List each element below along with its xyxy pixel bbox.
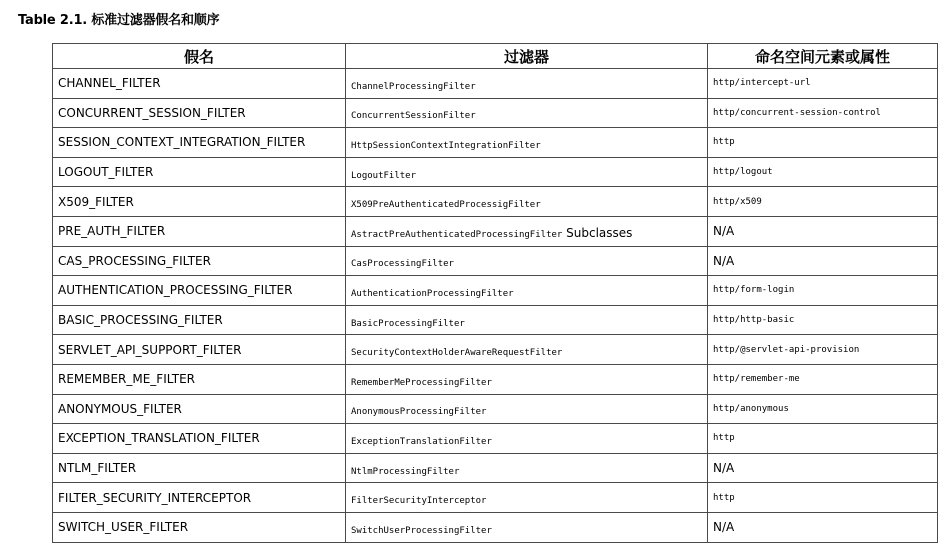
header-filter: 过滤器 — [346, 44, 708, 69]
filter-cell — [346, 364, 708, 394]
filter-class-name: LogoutFilter — [351, 170, 417, 181]
namespace-cell: http/concurrent-session-control — [708, 98, 938, 128]
table-row — [53, 305, 938, 335]
filter-cell — [346, 453, 708, 483]
filter-cell — [346, 483, 708, 513]
alias-cell: EXCEPTION_TRANSLATION_FILTER — [53, 424, 346, 454]
table-row — [53, 424, 938, 454]
namespace-cell: N/A — [708, 453, 938, 483]
table-row — [53, 512, 938, 542]
filter-cell — [346, 335, 708, 365]
alias-cell: NTLM_FILTER — [53, 453, 346, 483]
filter-suffix: Subclasses — [562, 225, 633, 240]
filter-class-name: BasicProcessingFilter — [351, 318, 465, 329]
table-row — [53, 453, 938, 483]
filter-class-name: AnonymousProcessingFilter — [351, 407, 487, 418]
header-alias: 假名 — [53, 44, 346, 69]
alias-cell: FILTER_SECURITY_INTERCEPTOR — [53, 483, 346, 513]
filter-class-name: ConcurrentSessionFilter — [351, 111, 476, 122]
namespace-cell: http — [708, 424, 938, 454]
alias-cell: CHANNEL_FILTER — [53, 69, 346, 99]
table-row — [53, 216, 938, 246]
namespace-cell: http/x509 — [708, 187, 938, 217]
alias-cell: ANONYMOUS_FILTER — [53, 394, 346, 424]
table-row — [53, 335, 938, 365]
alias-cell: SESSION_CONTEXT_INTEGRATION_FILTER — [53, 128, 346, 158]
filter-class-name: NtlmProcessingFilter — [351, 466, 460, 477]
filter-class-name: SecurityContextHolderAwareRequestFilter — [351, 348, 563, 359]
alias-cell: SERVLET_API_SUPPORT_FILTER — [53, 335, 346, 365]
namespace-cell: http/anonymous — [708, 394, 938, 424]
namespace-cell: http/logout — [708, 157, 938, 187]
filter-class-name: ExceptionTranslationFilter — [351, 436, 492, 447]
table-row — [53, 364, 938, 394]
filter-class-name: SwitchUserProcessingFilter — [351, 525, 492, 536]
table-row — [53, 276, 938, 306]
table-caption: Table 2.1. 标准过滤器假名和顺序 — [18, 13, 220, 28]
filter-cell — [346, 424, 708, 454]
alias-cell: LOGOUT_FILTER — [53, 157, 346, 187]
filter-class-name: RememberMeProcessingFilter — [351, 377, 492, 388]
filter-class-name: FilterSecurityInterceptor — [351, 496, 487, 507]
namespace-cell: N/A — [708, 246, 938, 276]
filter-cell — [346, 157, 708, 187]
filter-cell — [346, 276, 708, 306]
table-row — [53, 394, 938, 424]
namespace-cell: N/A — [708, 216, 938, 246]
filter-cell — [346, 98, 708, 128]
alias-cell: AUTHENTICATION_PROCESSING_FILTER — [53, 276, 346, 306]
alias-cell: X509_FILTER — [53, 187, 346, 217]
alias-cell: REMEMBER_ME_FILTER — [53, 364, 346, 394]
alias-cell: BASIC_PROCESSING_FILTER — [53, 305, 346, 335]
filter-cell — [346, 305, 708, 335]
table-row — [53, 246, 938, 276]
header-namespace: 命名空间元素或属性 — [708, 44, 938, 69]
alias-cell: SWITCH_USER_FILTER — [53, 512, 346, 542]
alias-cell: CONCURRENT_SESSION_FILTER — [53, 98, 346, 128]
filter-alias-table — [52, 43, 938, 543]
namespace-cell: http — [708, 483, 938, 513]
alias-cell: CAS_PROCESSING_FILTER — [53, 246, 346, 276]
filter-class-name: AuthenticationProcessingFilter — [351, 288, 514, 299]
namespace-cell: http — [708, 128, 938, 158]
namespace-cell: http/http-basic — [708, 305, 938, 335]
table-row — [53, 157, 938, 187]
table-row — [53, 128, 938, 158]
table-body — [53, 69, 938, 543]
namespace-cell: http/@servlet-api-provision — [708, 335, 938, 365]
table-row — [53, 98, 938, 128]
table-row — [53, 69, 938, 99]
filter-class-name: CasProcessingFilter — [351, 259, 454, 270]
table-row — [53, 483, 938, 513]
filter-class-name: X509PreAuthenticatedProcessigFilter — [351, 200, 541, 211]
table-row — [53, 187, 938, 217]
filter-class-name: HttpSessionContextIntegrationFilter — [351, 140, 541, 151]
alias-cell: PRE_AUTH_FILTER — [53, 216, 346, 246]
filter-cell — [346, 216, 708, 246]
filter-class-name: AstractPreAuthenticatedProcessingFilter — [351, 229, 563, 240]
filter-cell — [346, 512, 708, 542]
namespace-cell: http/form-login — [708, 276, 938, 306]
table-header-row — [53, 44, 938, 69]
filter-cell — [346, 187, 708, 217]
namespace-cell: N/A — [708, 512, 938, 542]
filter-class-name: ChannelProcessingFilter — [351, 81, 476, 92]
namespace-cell: http/remember-me — [708, 364, 938, 394]
filter-cell — [346, 69, 708, 99]
filter-cell — [346, 128, 708, 158]
namespace-cell: http/intercept-url — [708, 69, 938, 99]
filter-cell — [346, 394, 708, 424]
filter-cell — [346, 246, 708, 276]
